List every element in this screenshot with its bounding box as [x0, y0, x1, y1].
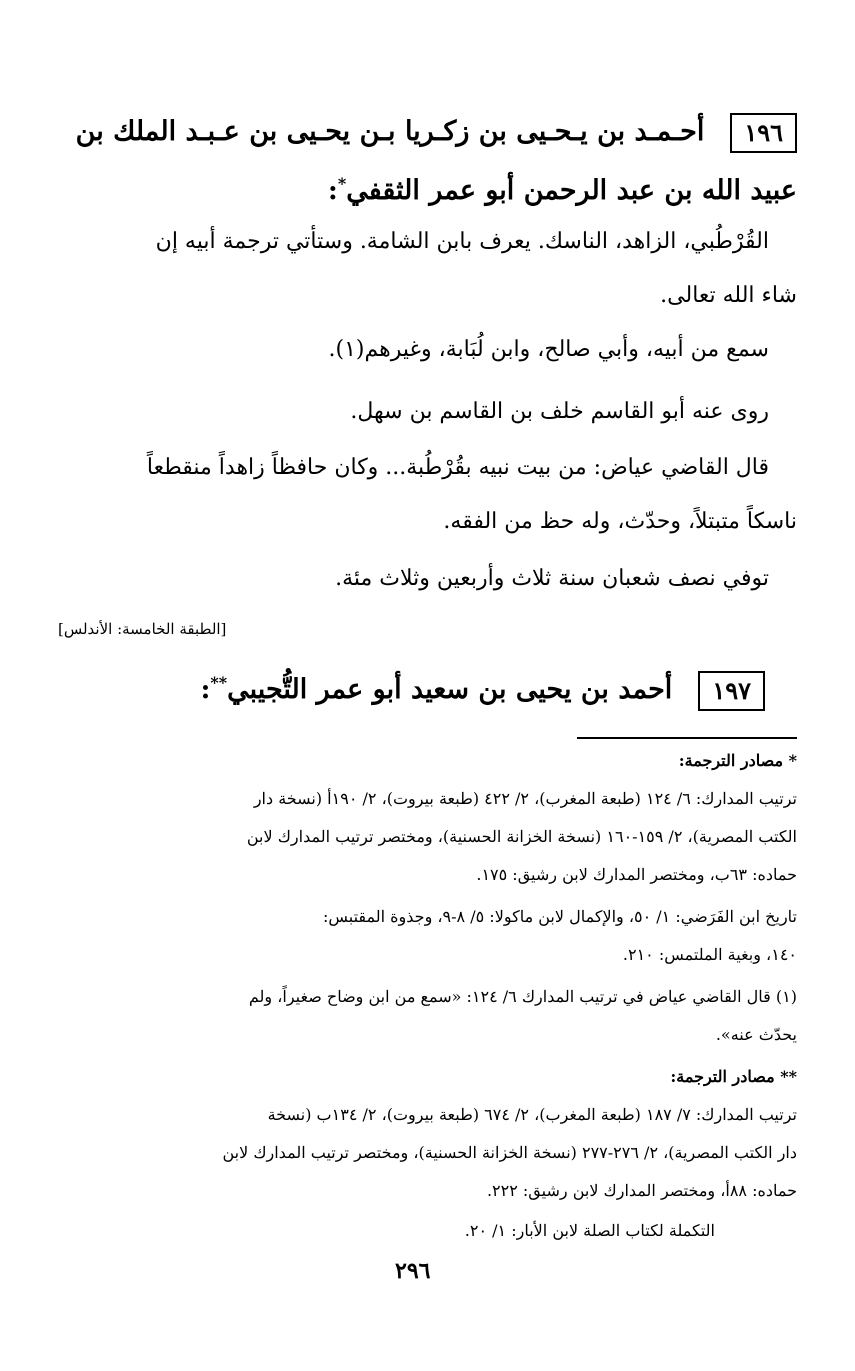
- body-196-p5: توفي نصف شعبان سنة ثلاث وأربعين وثلاث مئة.: [335, 566, 769, 591]
- body-196-p3: روى عنه أبو القاسم خلف بن القاسم بن سهل.: [350, 399, 769, 424]
- body-196-p4-line2: ناسكاً متبتلاً، وحدّث، وله حظ من الفقه.: [443, 509, 797, 534]
- footnote-4-line1: التكملة لكتاب الصلة لابن الأبار: ١/ ٢٠.: [464, 1221, 715, 1240]
- entry-196-title-line2-wrap: [328, 156, 797, 219]
- footnote-title-1: * مصادر الترجمة:: [678, 751, 797, 770]
- footnote-1-line1: ترتيب المدارك: ٦/ ١٢٤ (طبعة المغرب)، ٢/ ٤٢٢ (طبعة بيروت)، ٢/ ١٩٠أ (نسخة دار: [253, 789, 797, 808]
- entry-197-colon: :: [200, 674, 211, 705]
- footnote-1-line2: الكتب المصرية)، ٢/ ١٥٩-١٦٠ (نسخة الخزانة الحسنية)، ومختصر ترتيب المدارك لابن: [246, 827, 797, 846]
- section-tag: [الطبقة الخامسة: الأندلس]: [58, 620, 227, 638]
- entry-196-footnote-marker: *: [337, 174, 347, 193]
- body-196-p2: سمع من أبيه، وأبي صالح، وابن لُبَابة، وغيرهم(١).: [328, 337, 769, 362]
- entry-196-number-box: [730, 113, 797, 153]
- entry-197-number: ١٩٧: [712, 675, 751, 705]
- note-1-line1: (١) قال القاضي عياض في ترتيب المدارك ٦/ ١٢٤: «سمع من ابن وضاح صغيراً، ولم: [248, 987, 797, 1006]
- footnote-title-2: ** مصادر الترجمة:: [670, 1067, 797, 1086]
- entry-196-colon: :: [327, 175, 338, 206]
- entry-196-number: ١٩٦: [744, 117, 783, 147]
- entry-197-number-box: [698, 671, 765, 711]
- footnote-3-line1: ترتيب المدارك: ٧/ ١٨٧ (طبعة المغرب)، ٢/ ٦٧٤ (طبعة بيروت)، ٢/ ١٣٤ب (نسخة: [267, 1105, 797, 1124]
- body-196-p1-line2: شاء الله تعالى.: [660, 283, 797, 308]
- note-1-line2: يحدّث عنه».: [715, 1025, 797, 1044]
- entry-196-title-line2: عبيد الله بن عبد الرحمن أبو عمر الثقفي: [346, 175, 797, 206]
- footnote-2-line2: ١٤٠، وبغية الملتمس: ٢١٠.: [622, 945, 797, 964]
- footnote-2-line1: تاريخ ابن الفَرَضي: ١/ ٥٠، والإكمال لابن ماكولا: ٥/ ٨-٩، وجذوة المقتبس:: [322, 907, 797, 926]
- footnote-3-line2: دار الكتب المصرية)، ٢/ ٢٧٦-٢٧٧ (نسخة الخزانة الحسنية)، ومختصر ترتيب المدارك لابن: [222, 1143, 797, 1162]
- page-number: ٢٩٦: [395, 1258, 431, 1284]
- entry-196-heading: [76, 104, 797, 160]
- entry-197-heading: [200, 655, 765, 718]
- footnote-1-line3: حماده: ٦٣ب، ومختصر المدارك لابن رشيق: ١٧٥.: [476, 865, 797, 884]
- footnote-divider: [577, 737, 797, 739]
- body-196-p1-line1: القُرْطُبي، الزاهد، الناسك. يعرف بابن الشامة. وستأتي ترجمة أبيه إن: [155, 229, 769, 254]
- footnote-3-line3: حماده: ٨٨أ، ومختصر المدارك لابن رشيق: ٢٢٢.: [486, 1181, 797, 1200]
- entry-197-footnote-marker: **: [210, 673, 228, 692]
- body-196-p4-line1: قال القاضي عياض: من بيت نبيه بقُرْطُبة... وكان حافظاً زاهداً منقطعاً: [146, 455, 769, 480]
- entry-196-title-line1: أحـمـد بن يـحـيى بن زكـريا بـن يحـيى بن عـبـد الملك بن: [75, 116, 705, 147]
- entry-197-title: أحمد بن يحيى بن سعيد أبو عمر التُّجيبي: [227, 674, 673, 705]
